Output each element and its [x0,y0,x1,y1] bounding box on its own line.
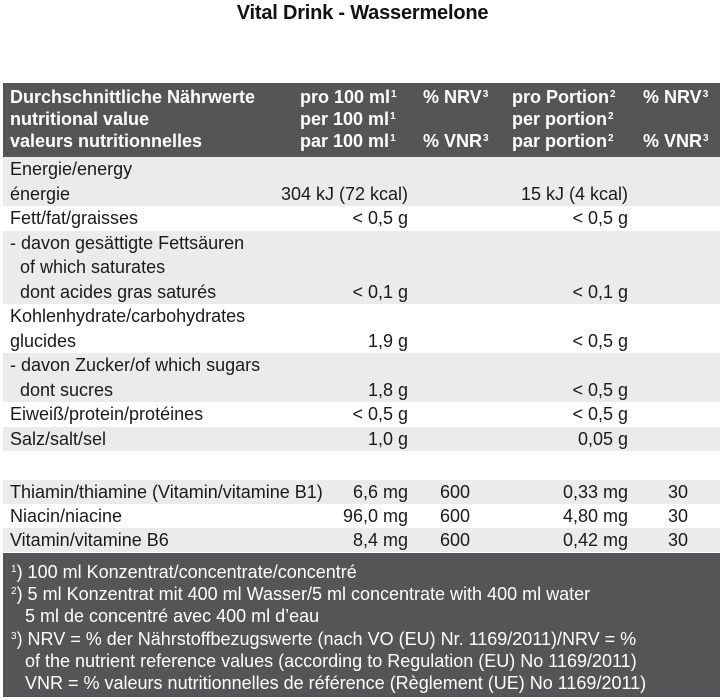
header-row-en [3,108,720,130]
portion-value: 0,42 mg [562,530,628,550]
table-row [3,231,720,305]
nrv1-value: 600 [440,530,471,550]
nutrient-label: dont sucres [10,379,114,400]
table-row [3,304,720,353]
table-row [3,206,720,231]
header-row-de [3,86,720,108]
nutrient-label: - davon Zucker/of which sugars [10,355,261,375]
footnote-marker: 2 [11,586,17,598]
per100-value: < 0,1 g [352,281,408,302]
nutrient-label: dont acides gras saturés [10,281,217,302]
table-row [3,504,720,528]
per100-value: < 0,5 g [352,208,408,228]
footnote-line [10,583,590,605]
header-vnr2: % VNR$^3$ [643,131,709,151]
vitamin-label: Thiamin/thiamine (Vitamin/vitamine B1) [10,482,323,502]
table-row [3,353,720,402]
footnote-line [10,672,646,694]
nutrient-label: glucides [10,330,77,351]
per100-value: 96,0 mg [342,506,408,526]
footnote-line [10,628,636,650]
header-portion: pro Portion$^2$ [512,87,616,107]
table-row [3,157,720,206]
nutrient-label: Energie/energy [10,159,133,179]
per100-value: 1,9 g [367,330,408,351]
header-label: Durchschnittliche Nährwerte [10,87,256,107]
footnote-marker: 1 [11,564,17,575]
nrv1-value: 600 [440,482,471,502]
header-per100: par 100 $ml^1$ [300,131,396,151]
header-nrv1: % NRV$^3$ [423,87,489,107]
header-per100: pro 100 $ml^1$ [300,87,397,107]
header-per100: per 100 $ml^1$ [300,109,396,129]
nutrient-label: Fett/fat/graisses [10,208,139,228]
nutrient-table [3,157,720,451]
portion-value: < 0,5 g [572,404,628,424]
nutrient-label: Kohlenhydrate/carbohydrates [10,306,246,326]
nutrient-label: énergie [10,183,71,204]
nutrient-label: Eiweiß/protein/protéines [10,404,204,424]
portion-value: 0,05 g [577,428,628,449]
per100-value: 6,6 mg [352,482,408,502]
footnotes [3,553,720,697]
table-row [3,528,720,552]
portion-value: < 0,5 g [572,208,628,228]
vitamin-label: Niacin/niacine [10,506,123,526]
header-nrv2: % NRV$^3$ [643,87,709,107]
footnote-line [10,650,637,672]
nrv2-value: 30 [668,482,689,502]
portion-value: 15 kJ (4 kcal) [520,183,628,204]
footnote-text: ) 5 ml Konzentrat mit 400 ml Wasser/5 ml concentrate with 400 ml water [16,584,591,605]
nutrient-label: of which saturates [10,257,166,277]
nutrient-label: Salz/salt/sel [10,428,107,449]
header-row-fr [3,130,720,152]
table-row [3,427,720,452]
footnote-text: ) 100 ml Konzentrat/concentrate/concentré [16,562,357,582]
header-portion: par portion$^2$ [512,131,614,151]
header-label: valeurs nutritionnelles [10,131,203,151]
nrv1-value: 600 [440,506,471,526]
vitamin-table [3,480,720,552]
footnote-text: VNR = % valeurs nutritionnelles de référence (Règlement (UE) No 1169/2011) [10,673,647,693]
header-label: nutritional value [10,109,150,129]
vitamin-label: Vitamin/vitamine B6 [10,530,169,550]
header-portion: per portion$^2$ [512,109,614,129]
per100-value: < 0,5 g [352,404,408,424]
table-row [3,402,720,427]
nutrient-label: - davon gesättigte Fettsäuren [10,232,245,253]
portion-value: < 0,5 g [572,330,628,351]
portion-value: 4,80 mg [562,506,628,526]
header-vnr1: % VNR$^3$ [423,131,489,151]
nrv2-value: 30 [668,530,689,550]
footnote-line [10,605,319,627]
footnote-text: of the nutrient reference values (according to Regulation (EU) No 1169/2011) [10,650,637,671]
nrv2-value: 30 [668,506,689,526]
table-header [3,83,720,157]
per100-value: 304 kJ (72 kcal) [280,183,408,204]
footnote-line [10,561,357,583]
footnote-text: 5 ml de concentré avec 400 ml d’eau [10,606,320,627]
footnote-marker: 3 [11,630,17,642]
footnote-text: ) NRV = % der Nährstoffbezugswerte (nach VO (EU) Nr. 1169/2011)/NRV = % [16,628,637,649]
per100-value: 1,8 g [367,379,408,400]
portion-value: < 0,1 g [572,281,628,302]
portion-value: 0,33 mg [562,482,628,502]
table-row [3,480,720,504]
per100-value: 1,0 g [367,428,408,449]
page-title: Vital Drink - Wassermelone [236,2,489,24]
per100-value: 8,4 mg [352,530,408,550]
portion-value: < 0,5 g [572,379,628,400]
